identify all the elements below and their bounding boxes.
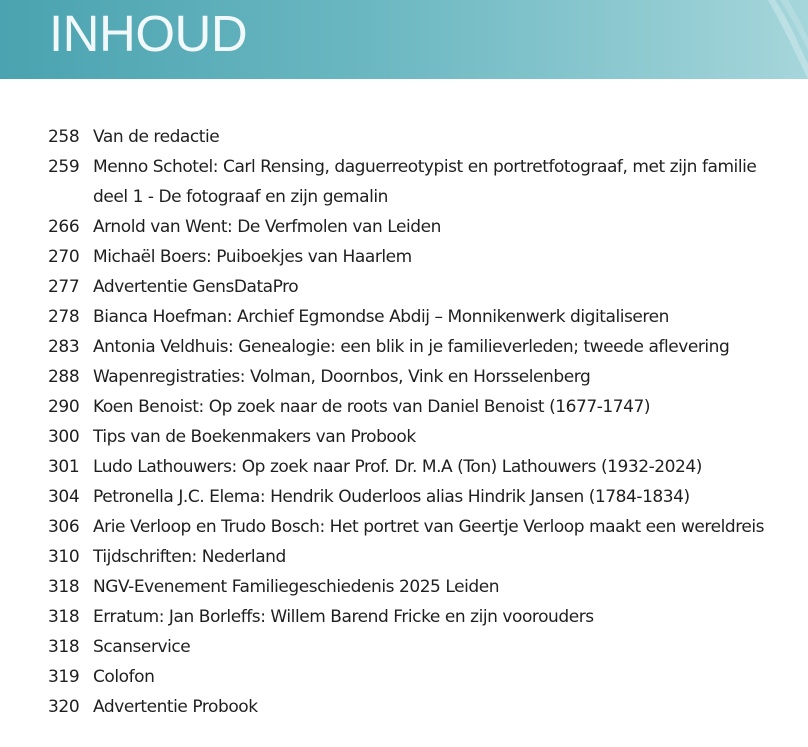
toc-entry xyxy=(0,542,808,572)
toc-page-number: 278 xyxy=(48,307,80,327)
toc-entry xyxy=(0,332,808,362)
toc-page-number: 319 xyxy=(48,667,80,687)
toc-entry xyxy=(0,632,808,662)
toc-title xyxy=(93,572,793,602)
toc-title-line: NGV-Evenement Familiegeschiedenis 2025 Leiden xyxy=(93,577,500,597)
toc-title-line: Van de redactie xyxy=(93,127,220,147)
toc-title xyxy=(93,242,793,272)
toc-entry xyxy=(0,452,808,482)
toc-page-number: 258 xyxy=(48,127,80,147)
toc-page-number: 318 xyxy=(48,577,80,597)
toc-page-number: 300 xyxy=(48,427,80,447)
toc-entry xyxy=(0,482,808,512)
toc-title-line: Wapenregistraties: Volman, Doornbos, Vink en Horsselenberg xyxy=(93,367,591,387)
toc-title-line: Colofon xyxy=(93,667,155,687)
toc-entry xyxy=(0,152,808,212)
toc-title-line: Tips van de Boekenmakers van Probook xyxy=(93,427,416,447)
toc-page-number: 290 xyxy=(48,397,80,417)
toc-page-number: 270 xyxy=(48,247,80,267)
toc-title-line: Ludo Lathouwers: Op zoek naar Prof. Dr. M.A (Ton) Lathouwers (1932-2024) xyxy=(93,457,702,477)
toc-title xyxy=(93,482,793,512)
toc-entry xyxy=(0,392,808,422)
toc-entry xyxy=(0,212,808,242)
toc-entry xyxy=(0,422,808,452)
toc-entry xyxy=(0,602,808,632)
toc-page-number: 318 xyxy=(48,607,80,627)
toc-entry xyxy=(0,572,808,602)
toc-entry xyxy=(0,272,808,302)
toc-title xyxy=(93,632,793,662)
toc-title-line: Antonia Veldhuis: Genealogie: een blik in je familieverleden; tweede aflevering xyxy=(93,337,730,357)
toc-entry xyxy=(0,662,808,692)
toc-title-line: Scanservice xyxy=(93,637,191,657)
toc-title-line: Tijdschriften: Nederland xyxy=(93,547,286,567)
toc-page-number: 266 xyxy=(48,217,80,237)
toc-title xyxy=(93,452,793,482)
toc-title xyxy=(93,332,793,362)
toc-title-line: Erratum: Jan Borleffs: Willem Barend Fricke en zijn voorouders xyxy=(93,607,594,627)
toc-title xyxy=(93,272,793,302)
toc-title xyxy=(93,692,793,722)
toc-page-number: 304 xyxy=(48,487,80,507)
toc-title-line: Petronella J.C. Elema: Hendrik Ouderloos alias Hindrik Jansen (1784-1834) xyxy=(93,487,690,507)
toc-title-line: Michaël Boers: Puiboekjes van Haarlem xyxy=(93,247,412,267)
toc-title xyxy=(93,212,793,242)
toc-title-line: Advertentie GensDataPro xyxy=(93,277,299,297)
toc-page-number: 306 xyxy=(48,517,80,537)
toc-entry xyxy=(0,362,808,392)
toc-entry xyxy=(0,692,808,722)
toc-title xyxy=(93,392,793,422)
toc-title xyxy=(93,122,793,152)
toc-title xyxy=(93,602,793,632)
toc-title-line: Koen Benoist: Op zoek naar de roots van Daniel Benoist (1677-1747) xyxy=(93,397,651,417)
toc-page-number: 283 xyxy=(48,337,80,357)
table-of-contents xyxy=(0,122,808,722)
toc-title xyxy=(93,152,793,212)
toc-page-number: 301 xyxy=(48,457,80,477)
toc-page-number: 320 xyxy=(48,697,80,717)
toc-entry xyxy=(0,242,808,272)
toc-page-number: 277 xyxy=(48,277,80,297)
header-banner xyxy=(0,0,808,79)
toc-title-line: Bianca Hoefman: Archief Egmondse Abdij – Monnikenwerk digitaliseren xyxy=(93,307,669,327)
toc-entry xyxy=(0,122,808,152)
page-title: INHOUD xyxy=(49,5,248,62)
toc-title-line: Menno Schotel: Carl Rensing, daguerreotypist en portretfotograaf, met zijn familie xyxy=(93,157,757,177)
toc-title xyxy=(93,512,793,542)
toc-title-line: deel 1 - De fotograaf en zijn gemalin xyxy=(93,187,388,207)
toc-entry xyxy=(0,512,808,542)
toc-page-number: 288 xyxy=(48,367,80,387)
toc-title xyxy=(93,302,793,332)
toc-title xyxy=(93,662,793,692)
toc-title-line: Arnold van Went: De Verfmolen van Leiden xyxy=(93,217,441,237)
toc-entry xyxy=(0,302,808,332)
toc-page-number: 310 xyxy=(48,547,80,567)
toc-title xyxy=(93,422,793,452)
toc-title-line: Advertentie Probook xyxy=(93,697,258,717)
toc-title-line: Arie Verloop en Trudo Bosch: Het portret van Geertje Verloop maakt een wereldreis xyxy=(93,517,765,537)
toc-title xyxy=(93,542,793,572)
toc-page-number: 318 xyxy=(48,637,80,657)
toc-title xyxy=(93,362,793,392)
toc-page-number: 259 xyxy=(48,157,80,177)
